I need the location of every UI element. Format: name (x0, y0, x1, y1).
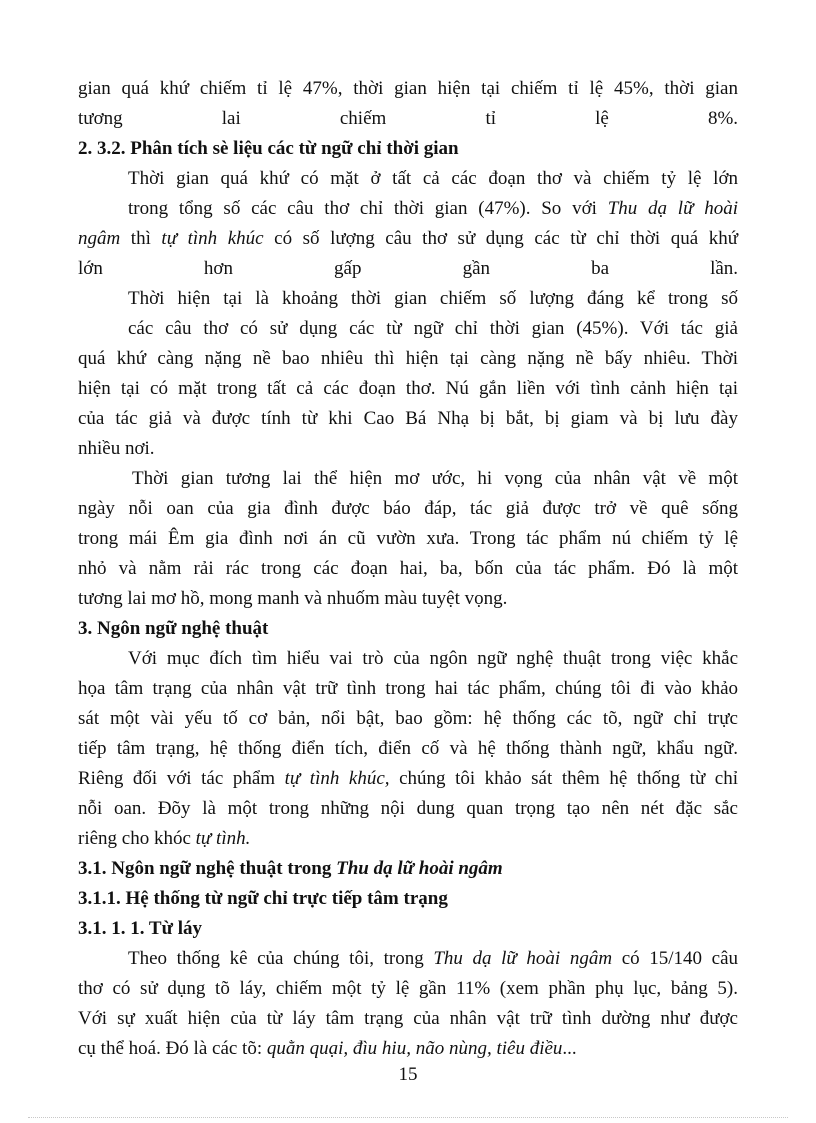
text-line: ngày nỗi oan của gia đình được báo đáp, tác giả được trở về quê sống (78, 498, 738, 519)
section-heading-3-1: 3.1. Ngôn ngữ nghệ thuật trong Thu dạ lữ hoài ngâm (78, 858, 503, 879)
text-line: quá khứ càng nặng nề bao nhiêu thì hiện tại càng nặng nề bấy nhiêu. Thời (78, 348, 738, 369)
text-line: Theo thống kê của chúng tôi, trong Thu dạ lữ hoài ngâm có 15/140 câu (128, 948, 739, 969)
section-heading-3-1-1: 3.1.1. Hệ thống từ ngữ chỉ trực tiếp tâm trạng (78, 888, 448, 909)
text-line: ngâm thì tự tình khúc có số lượng câu thơ sử dụng các từ chỉ thời quá khứ (78, 228, 739, 249)
text-line: trong mái Êm gia đình nơi án cũ vườn xưa. Trong tác phẩm nú chiếm tỷ lệ (78, 528, 738, 549)
text-line: họa tâm trạng của nhân vật trữ tình trong hai tác phẩm, chúng tôi đi vào khảo (78, 678, 738, 699)
text-line: các câu thơ có sử dụng các từ ngữ chỉ thời gian (45%). Với tác giả (128, 318, 738, 339)
text-line: cụ thể hoá. Đó là các tõ: quằn quại, đìu hiu, não nùng, tiêu điều... (78, 1038, 577, 1059)
text-line: hiện tại có mặt trong tất cả các đoạn thơ. Nú gắn liền với tình cảnh hiện tại (78, 378, 738, 399)
text-line: nhỏ và nằm rải rác trong các đoạn hai, ba, bốn của tác phẩm. Đó là một (78, 558, 738, 579)
text-line: Với sự xuất hiện của từ láy tâm trạng của nhân vật trữ tình dường như được (78, 1008, 738, 1029)
page-number: 15 (398, 1064, 418, 1085)
text-line: lớn hơn gấp gần ba lần. (78, 258, 739, 279)
text-line: Riêng đối với tác phẩm tự tình khúc, chúng tôi khảo sát thêm hệ thống từ chỉ (78, 768, 739, 789)
text-line: nhiều nơi. (78, 438, 155, 459)
text-line: gian quá khứ chiếm tỉ lệ 47%, thời gian hiện tại chiếm tỉ lệ 45%, thời gian (78, 78, 738, 99)
text-line: sát một vài yếu tố cơ bản, nổi bật, bao gồm: hệ thống các tõ, ngữ chỉ trực (78, 708, 738, 729)
text-line: tiếp tâm trạng, hệ thống điển tích, điển cố và hệ thống thành ngữ, khẩu ngữ. (78, 738, 738, 759)
text-line: tương lai chiếm tỉ lệ 8%. (78, 108, 739, 129)
text-line: Với mục đích tìm hiểu vai trò của ngôn ngữ nghệ thuật trong việc khắc (128, 648, 738, 669)
text-line: của tác giả và được tính từ khi Cao Bá Nhạ bị bắt, bị giam và bị lưu đày (78, 408, 738, 429)
text-line: Thời hiện tại là khoảng thời gian chiếm số lượng đáng kể trong số (128, 288, 738, 309)
text-line: Thời gian quá khứ có mặt ở tất cả các đoạn thơ và chiếm tỷ lệ lớn (128, 168, 738, 189)
section-heading-3-1-1-1: 3.1. 1. 1. Từ láy (78, 918, 203, 939)
text-line: riêng cho khóc tự tình. (78, 828, 251, 849)
text-line: Thời gian tương lai thể hiện mơ ước, hi vọng của nhân vật về một (132, 468, 738, 489)
text-line: tương lai mơ hồ, mong manh và nhuốm màu tuyệt vọng. (78, 588, 508, 609)
section-heading-2-3-2: 2. 3.2. Phân tích sè liệu các từ ngữ chỉ thời gian (78, 138, 459, 159)
page-bottom-border (28, 1117, 788, 1118)
text-line: nỗi oan. Đõy là một trong những nội dung quan trọng tạo nên nét đặc sắc (78, 798, 738, 819)
document-page (78, 74, 738, 1064)
text-line: trong tổng số các câu thơ chỉ thời gian (47%). So với Thu dạ lữ hoài (128, 198, 738, 219)
text-line: thơ có sử dụng tõ láy, chiếm một tỷ lệ gần 11% (xem phần phụ lục, bảng 5). (78, 978, 738, 999)
section-heading-3: 3. Ngôn ngữ nghệ thuật (78, 618, 269, 639)
